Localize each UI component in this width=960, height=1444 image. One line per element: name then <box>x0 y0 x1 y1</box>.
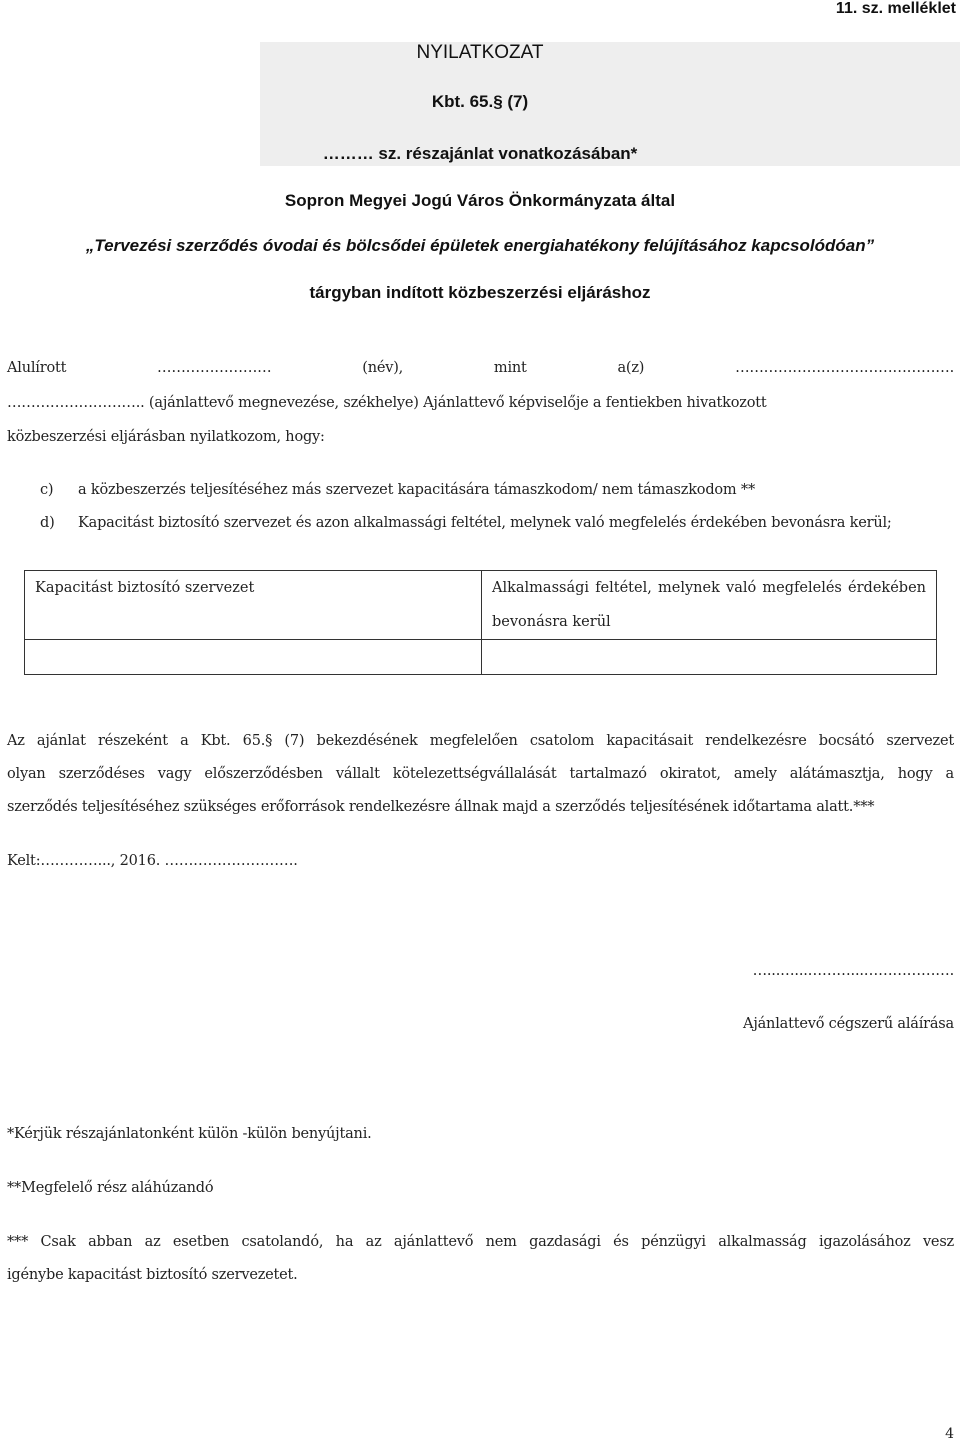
attachment-paragraph-l2 <box>7 766 954 782</box>
footnote-3-line-1 <box>7 1234 954 1250</box>
footnote-3-text: *** Csak abban az esetben csatolandó, ha az ajánlattevő nem gazdasági és pénzügyi alkalmasság igazolásához vesz <box>7 1234 954 1250</box>
attachment-line-2: olyan szerződéses vagy előszerződésben vállalt kötelezettségvállalását tartalmazó okiratot, amely alátámasztja, hogy a <box>7 766 954 782</box>
table-row <box>25 640 937 675</box>
issuer-line: Sopron Megyei Jogú Város Önkormányzata által <box>284 191 676 210</box>
legal-reference: Kbt. 65.§ (7) <box>431 92 529 111</box>
footnote-1: *Kérjük részajánlatonként külön -külön benyújtani. <box>7 1126 372 1142</box>
page-number: 4 <box>945 1426 954 1442</box>
signature-label: Ajánlattevő cégszerű aláírása <box>743 1016 954 1032</box>
column-header-organisation: Kapacitást biztosító szervezet <box>25 571 482 640</box>
dated-line: Kelt:…………..., 2016. ………………………. <box>7 853 298 869</box>
footnote-3-line-2: igénybe kapacitást biztosító szervezetet. <box>7 1267 298 1283</box>
attachment-line-3: szerződés teljesítéséhez szükséges erőforrások rendelkezésre állnak majd a szerződés teljesítésének időtartama alatt.*** <box>7 799 875 815</box>
list-item-text: Kapacitást biztosító szervezet és azon alkalmassági feltétel, melynek való megfelelés érdekében bevonásra kerül; <box>78 515 892 531</box>
table-cell-condition[interactable] <box>482 640 937 675</box>
footnote-2: **Megfelelő rész aláhúzandó <box>7 1180 214 1196</box>
list-item-d <box>40 515 892 531</box>
procurement-subject-tail: tárgyban indított közbeszerzési eljáráshoz <box>309 283 651 302</box>
part-offer-line: ……… sz. részajánlat vonatkozásában* <box>322 144 638 163</box>
declaration-word: a(z) <box>617 360 645 376</box>
list-item-c <box>40 482 755 498</box>
capacity-table <box>24 570 937 675</box>
procurement-subject: „Tervezési szerződés óvodai és bölcsődei épületek energiahatékony felújításához kapcsolódóan” <box>85 236 875 255</box>
list-item-text: a közbeszerzés teljesítéséhez más szervezet kapacitására támaszkodom/ nem támaszkodom ** <box>78 482 755 498</box>
list-item-marker: c) <box>40 482 54 498</box>
name-blank: …………………… <box>157 360 272 376</box>
declaration-word: (név), <box>362 360 404 376</box>
company-blank: ………………………………………. <box>735 360 954 376</box>
declaration-word: mint <box>493 360 527 376</box>
declaration-line-2: ……………………….. (ajánlattevő megnevezése, székhelye) Ajánlattevő képviselője a fentiekben hivatkozott <box>7 395 767 411</box>
list-item-marker: d) <box>40 515 55 531</box>
attachment-paragraph <box>7 733 954 749</box>
declaration-word: Alulírott <box>7 360 67 376</box>
table-header-row <box>25 571 937 640</box>
declaration-line-1 <box>7 360 954 376</box>
annex-label: 11. sz. melléklet <box>835 0 956 17</box>
table-cell-organisation[interactable] <box>25 640 482 675</box>
declaration-line-3: közbeszerzési eljárásban nyilatkozom, hogy: <box>7 429 325 445</box>
signature-line: …...…...………...………………. <box>752 963 954 979</box>
attachment-line-1: Az ajánlat részeként a Kbt. 65.§ (7) bekezdésének megfelelően csatolom kapacitásait rendelkezésre bocsátó szervezet <box>7 733 954 749</box>
column-header-condition: Alkalmassági feltétel, melynek való megfelelés érdekében bevonásra kerül <box>482 571 937 640</box>
document-title: NYILATKOZAT <box>416 42 544 63</box>
